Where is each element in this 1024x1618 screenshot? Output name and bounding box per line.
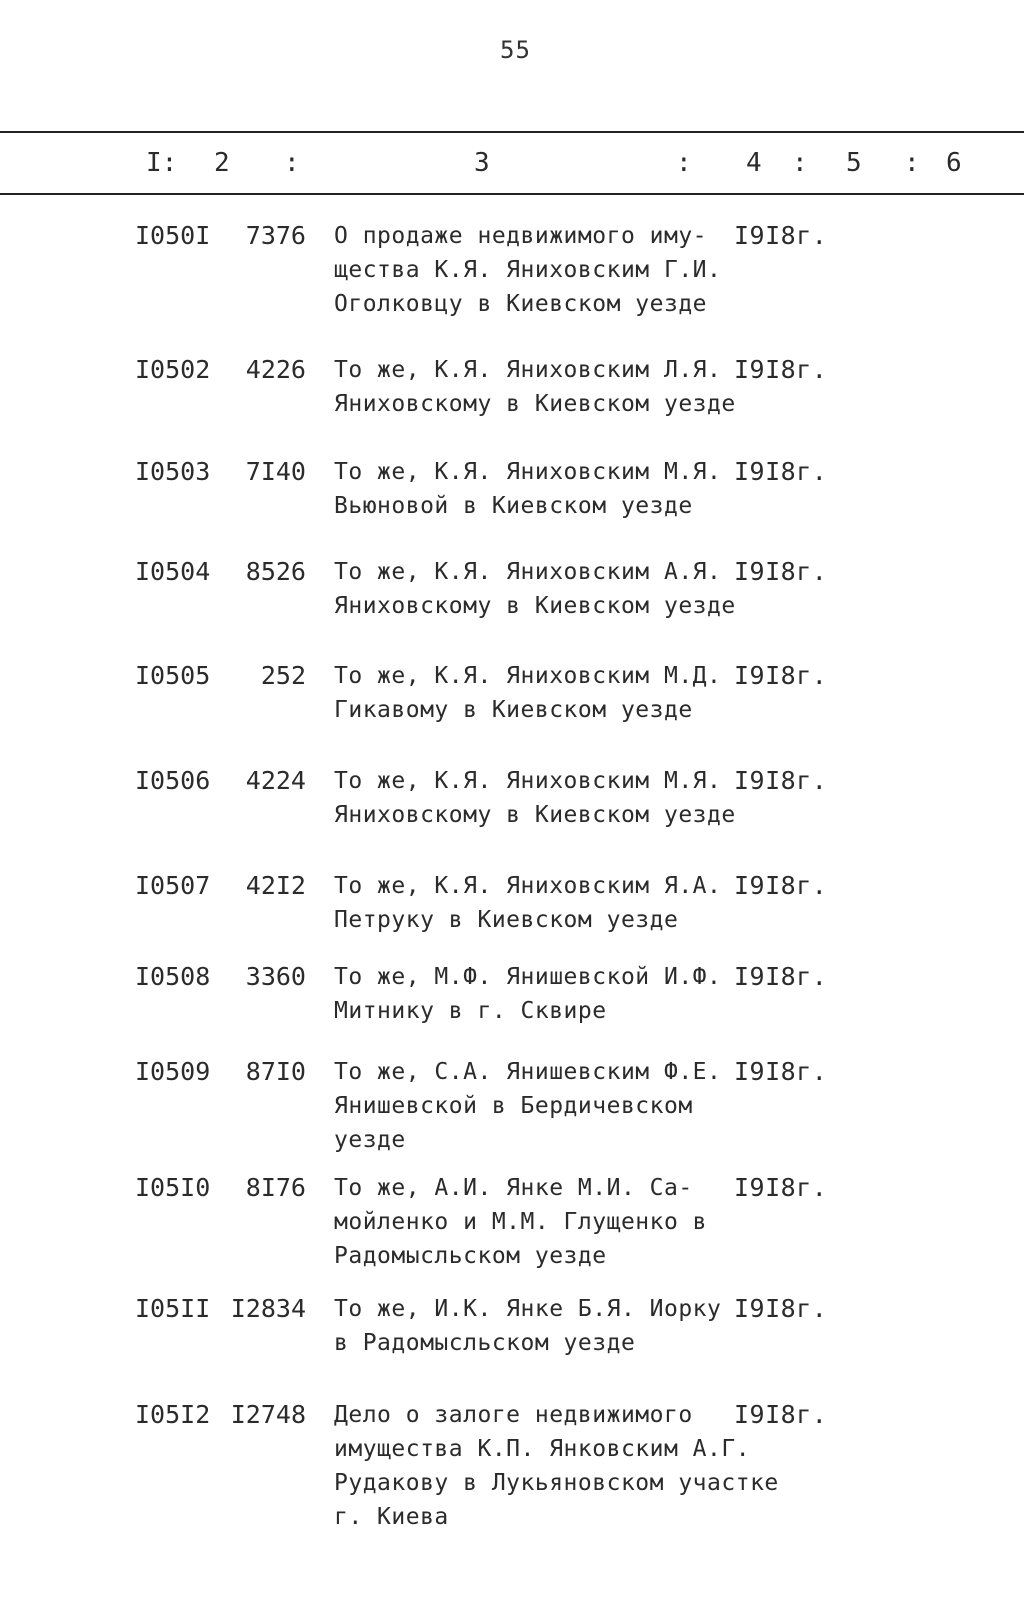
item-title-line: То же, К.Я. Яниховским М.Я. bbox=[334, 459, 722, 485]
item-number: I0509 bbox=[135, 1057, 211, 1086]
item-year: I9I8г. bbox=[734, 871, 828, 900]
sheet-count: I2748 bbox=[230, 1400, 306, 1429]
item-title-line: Петруку в Киевском уезде bbox=[334, 907, 679, 933]
item-title bbox=[334, 659, 754, 727]
item-title-line: имущества К.П. Янковским А.Г. bbox=[334, 1436, 751, 1462]
item-title-line: Радомысльском уезде bbox=[334, 1243, 607, 1269]
item-title-line: То же, И.К. Янке Б.Я. Иорку bbox=[334, 1296, 722, 1322]
sheet-count: 7I40 bbox=[245, 457, 306, 486]
item-number: I05I2 bbox=[135, 1400, 211, 1429]
item-number: I05II bbox=[135, 1294, 211, 1323]
item-number: I0508 bbox=[135, 962, 211, 991]
item-year: I9I8г. bbox=[734, 962, 828, 991]
sheet-count: 7376 bbox=[245, 221, 306, 250]
item-year: I9I8г. bbox=[734, 457, 828, 486]
item-title-line: Гикавому в Киевском уезде bbox=[334, 697, 693, 723]
sheet-count: 87I0 bbox=[245, 1057, 306, 1086]
item-number: I0507 bbox=[135, 871, 211, 900]
item-title-line: щества К.Я. Яниховским Г.И. bbox=[334, 257, 722, 283]
item-number: I0502 bbox=[135, 355, 211, 384]
sheet-count: 4224 bbox=[245, 766, 306, 795]
item-title bbox=[334, 1398, 779, 1534]
item-title bbox=[334, 960, 754, 1028]
item-title-line: Оголковцу в Киевском уезде bbox=[334, 291, 708, 317]
header-col-1: I: bbox=[146, 148, 178, 178]
item-title-line: мойленко и М.М. Глущенко в bbox=[334, 1209, 708, 1235]
header-col-6: 6 bbox=[946, 148, 962, 178]
item-title bbox=[334, 455, 754, 523]
header-bottom-rule bbox=[0, 193, 1024, 195]
item-year: I9I8г. bbox=[734, 1173, 828, 1202]
sheet-count: 8I76 bbox=[245, 1173, 306, 1202]
item-title-line: То же, К.Я. Яниховским М.Я. bbox=[334, 768, 722, 794]
header-separator: : bbox=[904, 148, 920, 178]
item-title-line: Митнику в г. Сквире bbox=[334, 998, 607, 1024]
item-title-line: Яниховскому в Киевском уезде bbox=[334, 802, 736, 828]
item-number: I050I bbox=[135, 221, 211, 250]
item-year: I9I8г. bbox=[734, 1294, 828, 1323]
item-title-line: То же, М.Ф. Янишевской И.Ф. bbox=[334, 964, 722, 990]
sheet-count: 3360 bbox=[245, 962, 306, 991]
sheet-count: 252 bbox=[260, 661, 306, 690]
item-year: I9I8г. bbox=[734, 221, 828, 250]
item-year: I9I8г. bbox=[734, 1057, 828, 1086]
item-title-line: То же, А.И. Янке М.И. Са- bbox=[334, 1175, 693, 1201]
item-title-line: То же, К.Я. Яниховским Я.А. bbox=[334, 873, 722, 899]
item-number: I0504 bbox=[135, 557, 211, 586]
item-title-line: Янишевской в Бердичевском bbox=[334, 1093, 693, 1119]
item-number: I0503 bbox=[135, 457, 211, 486]
item-title-line: То же, К.Я. Яниховским А.Я. bbox=[334, 559, 722, 585]
page-number: 55 bbox=[500, 36, 531, 64]
item-year: I9I8г. bbox=[734, 355, 828, 384]
item-title-line: в Радомысльском уезде bbox=[334, 1330, 636, 1356]
item-title bbox=[334, 1055, 754, 1157]
header-col-3: 3 bbox=[474, 148, 490, 178]
item-title-line: То же, К.Я. Яниховским Л.Я. bbox=[334, 357, 722, 383]
item-title-line: Рудакову в Лукьяновском участке bbox=[334, 1470, 779, 1496]
item-title bbox=[334, 1292, 754, 1360]
sheet-count: 42I2 bbox=[245, 871, 306, 900]
item-year: I9I8г. bbox=[734, 766, 828, 795]
item-number: I05I0 bbox=[135, 1173, 211, 1202]
table-column-header bbox=[0, 148, 1024, 184]
item-title-line: О продаже недвижимого иму- bbox=[334, 223, 708, 249]
item-title-line: уезде bbox=[334, 1127, 406, 1153]
item-title bbox=[334, 764, 754, 832]
item-title-line: Яниховскому в Киевском уезде bbox=[334, 593, 736, 619]
item-title-line: Яниховскому в Киевском уезде bbox=[334, 391, 736, 417]
item-title bbox=[334, 869, 754, 937]
item-title bbox=[334, 555, 754, 623]
item-title-line: То же, С.А. Янишевским Ф.Е. bbox=[334, 1059, 722, 1085]
header-separator: : bbox=[284, 148, 300, 178]
item-title-line: Вьюновой в Киевском уезде bbox=[334, 493, 693, 519]
item-title bbox=[334, 219, 754, 321]
header-col-5: 5 bbox=[846, 148, 862, 178]
header-col-2: 2 bbox=[214, 148, 230, 178]
header-top-rule bbox=[0, 131, 1024, 133]
item-year: I9I8г. bbox=[734, 661, 828, 690]
sheet-count: I2834 bbox=[230, 1294, 306, 1323]
item-title-line: Дело о залоге недвижимого bbox=[334, 1402, 693, 1428]
sheet-count: 4226 bbox=[245, 355, 306, 384]
item-title bbox=[334, 353, 754, 421]
item-year: I9I8г. bbox=[734, 557, 828, 586]
header-separator: : bbox=[676, 148, 692, 178]
item-title-line: г. Киева bbox=[334, 1504, 449, 1530]
header-col-4: 4 bbox=[746, 148, 762, 178]
item-number: I0505 bbox=[135, 661, 211, 690]
sheet-count: 8526 bbox=[245, 557, 306, 586]
item-year: I9I8г. bbox=[734, 1400, 828, 1429]
item-title-line: То же, К.Я. Яниховским М.Д. bbox=[334, 663, 722, 689]
header-separator: : bbox=[792, 148, 808, 178]
item-title bbox=[334, 1171, 754, 1273]
item-number: I0506 bbox=[135, 766, 211, 795]
